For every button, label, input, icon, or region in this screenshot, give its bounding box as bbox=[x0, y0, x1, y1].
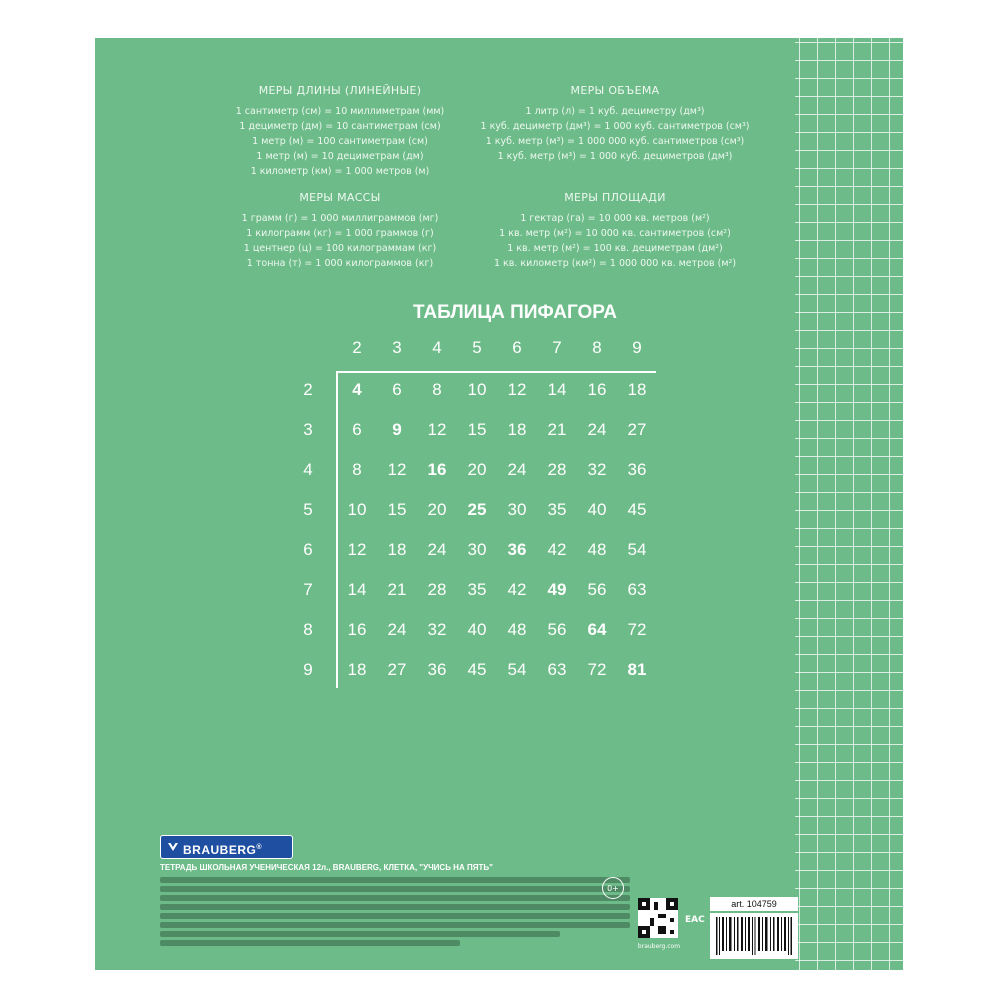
product-cell: 14 bbox=[347, 580, 367, 599]
product-cell: 16 bbox=[347, 620, 367, 639]
fine-print-line bbox=[160, 886, 630, 892]
mass-measures-title: МЕРЫ МАССЫ bbox=[299, 191, 381, 204]
product-cell: 12 bbox=[387, 460, 407, 479]
product-cell: 27 bbox=[627, 420, 647, 439]
column-header: 7 bbox=[552, 338, 562, 357]
product-cell: 54 bbox=[627, 540, 647, 559]
square-cell: 16 bbox=[427, 460, 447, 479]
product-cell: 54 bbox=[507, 660, 527, 679]
product-cell: 12 bbox=[507, 380, 527, 399]
footer-info bbox=[158, 835, 798, 970]
length-measure-line: 1 метр (м) = 10 дециметрам (дм) bbox=[256, 151, 424, 162]
area-measure-line: 1 кв. километр (км²) = 1 000 000 кв. метров (м²) bbox=[493, 258, 737, 269]
mass-measure-line: 1 грамм (г) = 1 000 миллиграммов (мг) bbox=[241, 213, 439, 224]
product-cell: 42 bbox=[507, 580, 527, 599]
product-cell: 18 bbox=[347, 660, 367, 679]
brand-name: BRAUBERG bbox=[183, 843, 257, 857]
column-header: 5 bbox=[472, 338, 482, 357]
brand-registered-mark: ® bbox=[256, 844, 263, 851]
product-cell: 45 bbox=[467, 660, 487, 679]
product-cell: 35 bbox=[547, 500, 567, 519]
row-header: 2 bbox=[303, 380, 313, 399]
product-cell: 15 bbox=[387, 500, 407, 519]
product-cell: 40 bbox=[467, 620, 487, 639]
product-cell: 35 bbox=[467, 580, 487, 599]
length-measure-line: 1 сантиметр (см) = 10 миллиметрам (мм) bbox=[235, 106, 445, 117]
column-header: 4 bbox=[432, 338, 442, 357]
product-cell: 28 bbox=[427, 580, 447, 599]
product-cell: 10 bbox=[347, 500, 367, 519]
row-header: 5 bbox=[303, 500, 313, 519]
square-cell: 64 bbox=[587, 620, 607, 639]
product-cell: 18 bbox=[507, 420, 527, 439]
product-cell: 32 bbox=[427, 620, 447, 639]
length-measure-line: 1 метр (м) = 100 сантиметрам (см) bbox=[252, 136, 428, 147]
qr-site-label: brauberg.com bbox=[637, 943, 681, 950]
product-cell: 72 bbox=[627, 620, 647, 639]
product-cell: 42 bbox=[547, 540, 567, 559]
qr-code-icon bbox=[638, 898, 678, 938]
product-cell: 20 bbox=[427, 500, 447, 519]
table-vertical-rule bbox=[336, 371, 338, 688]
product-cell: 32 bbox=[587, 460, 607, 479]
product-cell: 45 bbox=[627, 500, 647, 519]
square-cell: 25 bbox=[467, 500, 487, 519]
product-cell: 24 bbox=[507, 460, 527, 479]
row-header: 3 bbox=[303, 420, 313, 439]
column-header: 2 bbox=[352, 338, 362, 357]
length-measure-line: 1 километр (км) = 1 000 метров (м) bbox=[250, 166, 430, 177]
product-cell: 36 bbox=[427, 660, 447, 679]
product-cell: 63 bbox=[547, 660, 567, 679]
product-cell: 24 bbox=[587, 420, 607, 439]
area-measures-title: МЕРЫ ПЛОЩАДИ bbox=[564, 191, 666, 204]
product-cell: 30 bbox=[507, 500, 527, 519]
brand-check-icon bbox=[167, 841, 179, 853]
product-cell: 21 bbox=[547, 420, 567, 439]
fine-print-line bbox=[160, 877, 630, 883]
row-header: 9 bbox=[303, 660, 313, 679]
product-cell: 40 bbox=[587, 500, 607, 519]
product-cell: 27 bbox=[387, 660, 407, 679]
column-header: 6 bbox=[512, 338, 522, 357]
product-cell: 16 bbox=[587, 380, 607, 399]
length-measures-title: МЕРЫ ДЛИНЫ (ЛИНЕЙНЫЕ) bbox=[258, 84, 422, 97]
volume-measures-title: МЕРЫ ОБЪЕМА bbox=[570, 84, 660, 97]
mass-measure-line: 1 килограмм (кг) = 1 000 граммов (г) bbox=[246, 228, 434, 239]
product-cell: 56 bbox=[587, 580, 607, 599]
column-header: 9 bbox=[632, 338, 642, 357]
product-cell: 12 bbox=[347, 540, 367, 559]
product-cell: 48 bbox=[507, 620, 527, 639]
product-cell: 63 bbox=[627, 580, 647, 599]
volume-measure-line: 1 литр (л) = 1 куб. дециметру (дм³) bbox=[525, 106, 705, 117]
product-cell: 24 bbox=[427, 540, 447, 559]
product-cell: 6 bbox=[352, 420, 362, 439]
length-measure-line: 1 дециметр (дм) = 10 сантиметрам (см) bbox=[239, 121, 441, 132]
pythagoras-table-title: ТАБЛИЦА ПИФАГОРА bbox=[413, 302, 617, 323]
product-cell: 36 bbox=[627, 460, 647, 479]
product-cell: 8 bbox=[432, 380, 442, 399]
product-cell: 14 bbox=[547, 380, 567, 399]
product-cell: 15 bbox=[467, 420, 487, 439]
square-cell: 81 bbox=[627, 660, 647, 679]
volume-measure-line: 1 куб. метр (м³) = 1 000 000 куб. сантиметров (см³) bbox=[485, 136, 745, 147]
volume-measure-line: 1 куб. дециметр (дм³) = 1 000 куб. сантиметров (см³) bbox=[480, 121, 750, 132]
mass-measure-line: 1 центнер (ц) = 100 килограммам (кг) bbox=[243, 243, 437, 254]
square-cell: 4 bbox=[352, 380, 362, 399]
product-cell: 30 bbox=[467, 540, 487, 559]
volume-measure-line: 1 куб. метр (м³) = 1 000 куб. дециметров (дм³) bbox=[497, 151, 733, 162]
area-measure-line: 1 гектар (га) = 10 000 кв. метров (м²) bbox=[520, 213, 710, 224]
product-cell: 20 bbox=[467, 460, 487, 479]
product-cell: 18 bbox=[627, 380, 647, 399]
fine-print-line bbox=[160, 940, 460, 946]
product-cell: 28 bbox=[547, 460, 567, 479]
brand-logo bbox=[160, 835, 293, 859]
product-cell: 18 bbox=[387, 540, 407, 559]
fine-print-line bbox=[160, 922, 630, 928]
table-horizontal-rule bbox=[336, 371, 656, 373]
pythagoras-table bbox=[95, 38, 903, 738]
area-measure-line: 1 кв. метр (м²) = 10 000 кв. сантиметров (см²) bbox=[499, 228, 731, 239]
barcode-icon bbox=[710, 913, 798, 959]
product-cell: 12 bbox=[427, 420, 447, 439]
fine-print-line bbox=[160, 913, 630, 919]
fine-print-line bbox=[160, 931, 560, 937]
row-header: 8 bbox=[303, 620, 313, 639]
notebook-back-cover bbox=[95, 38, 903, 970]
product-cell: 21 bbox=[387, 580, 407, 599]
column-header: 8 bbox=[592, 338, 602, 357]
eac-mark: ЕАС bbox=[685, 915, 705, 925]
square-cell: 36 bbox=[507, 540, 527, 559]
product-cell: 56 bbox=[547, 620, 567, 639]
column-header: 3 bbox=[392, 338, 402, 357]
product-cell: 6 bbox=[392, 380, 402, 399]
product-title: ТЕТРАДЬ ШКОЛЬНАЯ УЧЕНИЧЕСКАЯ 12л., BRAUBERG, КЛЕТКА, "УЧИСЬ НА ПЯТЬ" bbox=[160, 863, 493, 872]
product-cell: 48 bbox=[587, 540, 607, 559]
fine-print-line bbox=[160, 904, 630, 910]
product-cell: 24 bbox=[387, 620, 407, 639]
product-cell: 72 bbox=[587, 660, 607, 679]
product-cell: 8 bbox=[352, 460, 362, 479]
square-cell: 9 bbox=[392, 420, 402, 439]
row-header: 4 bbox=[303, 460, 313, 479]
square-cell: 49 bbox=[547, 580, 567, 599]
article-number: art. 104759 bbox=[710, 897, 798, 911]
age-rating-badge: 0+ bbox=[602, 877, 624, 899]
fine-print-line bbox=[160, 895, 630, 901]
product-cell: 10 bbox=[467, 380, 487, 399]
mass-measure-line: 1 тонна (т) = 1 000 килограммов (кг) bbox=[246, 258, 434, 269]
area-measure-line: 1 кв. метр (м²) = 100 кв. дециметрам (дм²) bbox=[507, 243, 723, 254]
row-header: 6 bbox=[303, 540, 313, 559]
row-header: 7 bbox=[303, 580, 313, 599]
